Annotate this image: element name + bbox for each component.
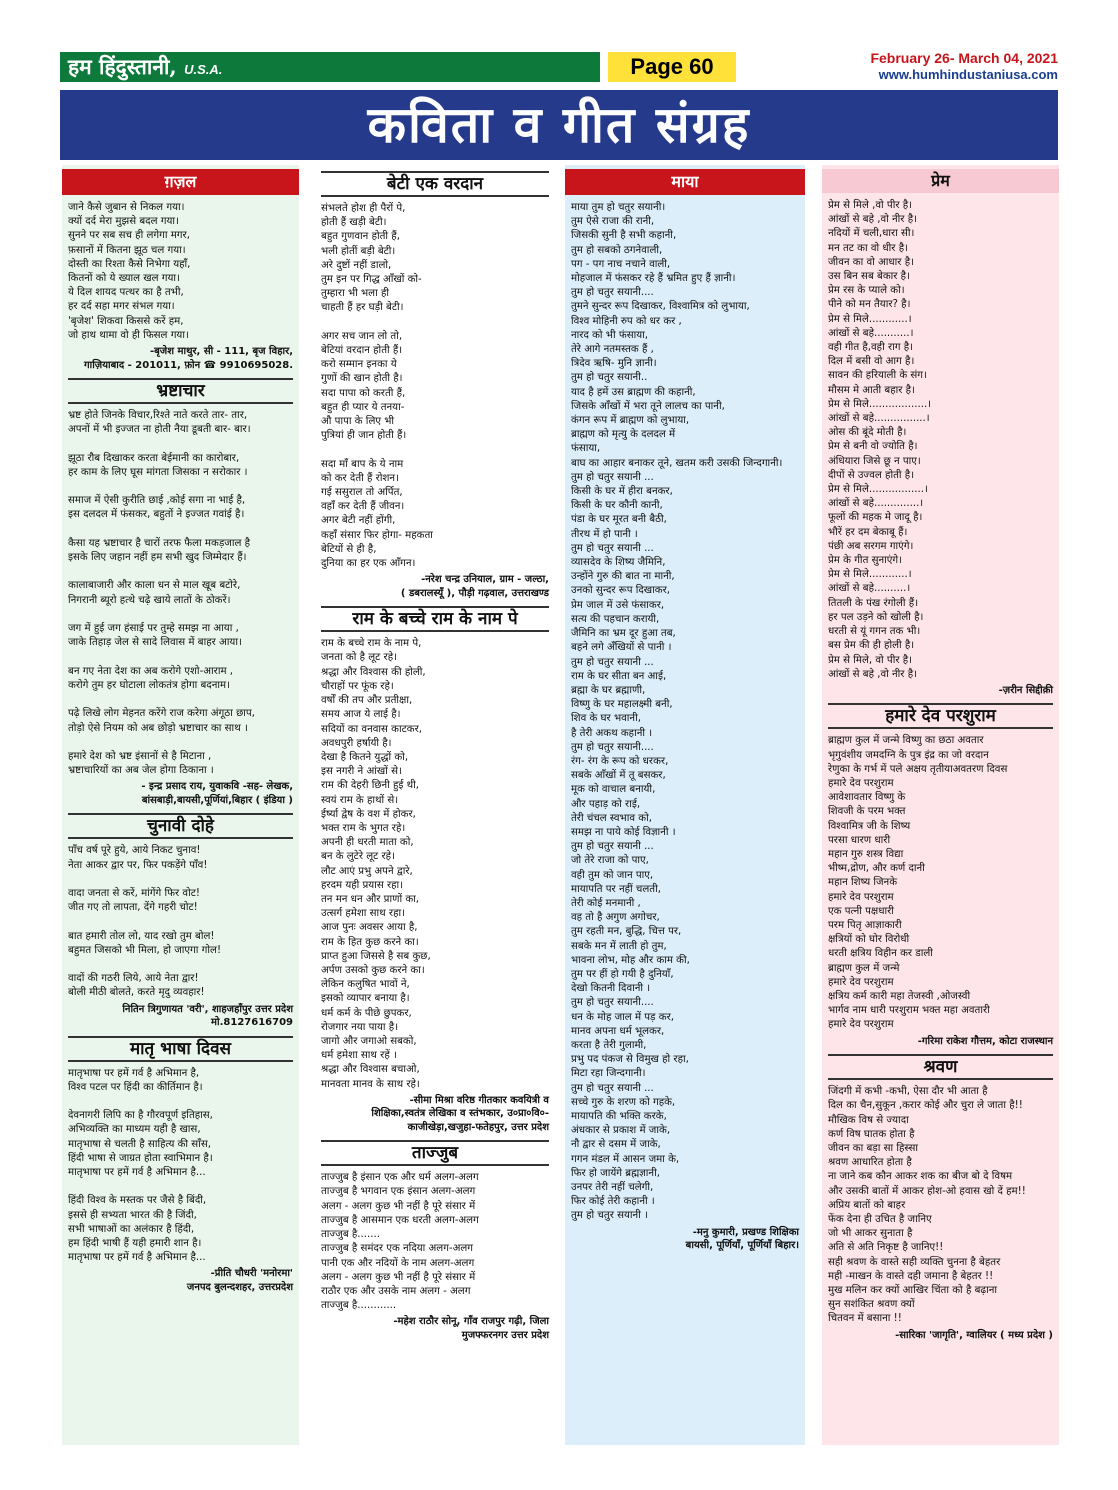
- poem-matru: मातृभाषा पर हमें गर्व है अभिमान है, विश्व पटल पर हिंदी का कीर्तिमान है। देवनागरी लिपि का है गौरवपूर्ण इतिहास, अभिव्यक्ति का माध्यम यही है खास, मातृभाषा से चलती है साहित्य की साँस, हिंदी भाषा से जाग्रत होता स्वाभिमान है। मातृभाषा पर हमें गर्व है अभिमान है... हिंदी विश्व के मस्तक पर जैसे है बिंदी, इससे ही सभ्यता भारत की है जिंदी, सभी भाषाओं का अलंकार है हिंदी, हम हिंदी भाषी हैं यही हमारी शान है। मातृभाषा पर हमें गर्व है अभिमान है...: [68, 1067, 213, 1264]
- section-title-beti: बेटी एक वरदान: [321, 171, 549, 197]
- section-banner: कविता व गीत संग्रह: [60, 90, 1058, 160]
- section-title-prem: प्रेम: [822, 169, 1059, 193]
- issue-info: [870, 50, 1058, 83]
- brand-name: हम हिंदुस्तानी,: [68, 54, 177, 79]
- poem-tajjub: ताज्जुब है इंसान एक और धर्म अलग-अलग ताज्जुब है भगवान एक इंसान अलग-अलग अलग - अलग कुछ भी नहीं है पूरे संसार में ताज्जुब है आसमान एक धरती अलग-अलग ताज्जुब है....... ताज्जुब है समंदर एक नदिया अलग-अलग पानी एक और नदियों के नाम अलग-अलग अलग - अलग कुछ भी नहीं है पूरे संसार में राठौर एक और उसके नाम अलग - अलग ताज्जुब है............: [321, 1172, 479, 1312]
- section-title-bhrashtachar: भ्रष्टाचार: [68, 378, 293, 404]
- poem-prem: प्रेम से मिले ,वो पीर है। आंखों से बहे ,वो नीर है। नदियों में चली,धारा सी। मन तट का वो धीर है। जीवन का वो आधार है। उस बिन सब बेकार है। प्रेम रस के प्याले को। पीने को मन तैयार? है। प्रेम से मिले............। आंखों से बहे...........। वही गीत है,वही राग है। दिल में बसी वो आग है। सावन की हरियाली के संग। मौसम मे आती बहार है। प्रेम से मिले..................। आंखों से बहे................। ओस की बूंदे मोती है। प्रेम से बनी वो ज्योति है। अंधियारा जिसे छू न पाए। दीपों से उज्वल होती है। प्रेम से मिले.................। आंखों से बहे..............। फूलों की महक मे जादू है। भौरें हर दम बेकाबू हैं। पंछी अब सरगम गाएंगे। प्रेम के गीत सुनाएंगे। प्रेम से मिले............। आंखों से बहे..........। तितली के पंख रंगोली हैं। हर पल उड़ने को खोली है। धरती से यूं गगन तक भी। बस प्रेम की ही होली है। प्रेम से मिले, वो पीर है। आंखों से बहे ,वो नीर है।: [828, 200, 932, 680]
- website-link[interactable]: www.humhindustaniusa.com: [878, 67, 1058, 82]
- page-header: [60, 52, 1058, 82]
- page-number: Page 60: [608, 52, 736, 82]
- poem-ghazal: जाने कैसे जुबान से निकल गया। क्यों दर्द मेरा मुझसे बदल गया। सुनने पर सब सच ही लगेगा मगर, फ़सानों में कितना झूठ चल गया। दोस्ती का रिश्ता कैसे निभेगा यहाँ, कितनों को ये ख्याल खल गया। ये दिल शायद पत्थर का है तभी, हर दर्द सहा मगर संभल गया। 'बृजेश' शिकवा किससे करें हम, जो हाथ थामा वो ही फिसल गया।: [68, 202, 191, 341]
- author-ram: -सीमा मिश्रा वरिष्ठ गीतकार कवयित्री व शिक्षिका,स्वतंत्र लेखिका व स्तंभकार, उ०प्रा०वि०- काजीखेड़ा,खजुहा-फतेहपुर, उत्तर प्रदेश: [371, 1094, 549, 1133]
- poem-ram: राम के बच्चे राम के नाम पे, जनता को है लूट रहे। श्रद्धा और विश्वास की होली, चौराहों पर फूंक रहे। वर्षों की तप और प्रतीक्षा, समय आज ये लाई है। सदियों का वनवास काटकर, अवधपुरी हर्षायी है। देखा है कितने युद्धों को, इस नगरी ने आंखों से। राम की देहरी छिनी हुई थी, स्वयं राम के हाथों से। ईर्ष्या द्वेष के वश में होकर, भक्त राम के भुगत रहे। अपनी ही धरती माता को, बन के लुटेरे लूट रहे। लौट आएं प्रभु अपने द्वारे, हरदम यही प्रयास रहा। तन मन धन और प्राणों का, उत्सर्ग हमेशा साथ रहा। आज पुनः अवसर आया है, राम के हित कुछ करने का। प्राप्त हुआ जिससे है सब कुछ, अर्पण उसको कुछ करने का। लेकिन कलुषित भावों ने, इसको व्यापार बनाया है। धर्म कर्म के पीछे छुपकर, रोजगार नया पाया है। जागो और जगाओ सबको, धर्म हमेशा साथ रहें । श्रद्धा और विश्वास बचाओ, मानवता मानव के साथ रहे।: [321, 638, 431, 1090]
- section-title-parshuram: हमारे देव परशुराम: [828, 703, 1053, 729]
- poem-bhrashtachar: भ्रष्ट होते जिनके विचार,रिश्ते नाते करते तार- तार, अपनों में भी इज्जत ना होती नैया डूबती बार- बार। झूठा रौब दिखाकर करता बेईमानी का कारोबार, हर काम के लिए घूस मांगता जिसका न सरोकार । समाज में ऐसी कुरीति छाई ,कोई सगा ना भाई है, इस दलदल में फंसकर, बहुतों ने इज्जत गवांई है। कैसा यह भ्रष्टाचार है चारों तरफ फैला मकड़जाल है इसके लिए जहान नहीं हम सभी खुद जिम्मेदार हैं। कालाबाजारी और काला धन से माल खूब बटोरे, निगरानी ब्यूरो हत्थे चढ़े खाये लातों के ठोकरें। जग में हुई जग हंसाई पर तुम्हे समझ ना आया , जाके तिहाड़ जेल से सादे लिवास में बाहर आया। बन गए नेता देश का अब करोगे एशो-आराम , करोगे तुम हर घोटाला लोकतंत्र होगा बदनाम। पढ़े लिखे लोग मेहनत करेंगे राज करेगा अंगूठा छाप, तोड़ो ऐसे नियम को अब छोड़ो भ्रष्टाचार का साथ । हमारे देश को भ्रष्ट इंसानों से है मिटाना , भ्रष्टाचारियों का अब जेल होगा ठिकाना ।: [68, 410, 255, 777]
- poem-dohe: पाँच वर्ष पूरे हुये, आये निकट चुनाव! नेता आकर द्वार पर, फिर पकड़ेंगे पाँव! वादा जनता से करें, मांगेंगे फिर वोट! जीत गए तो लापता, देंगे गहरी चोट! बात हमारी तोल लो, याद रखो तुम बोल! बहुमत जिसको भी मिला, हो जाएगा गोल! वादों की गठरी लिये, आये नेता द्वार! बोली मीठी बोलते, करते मृदु व्यवहार!: [68, 845, 222, 999]
- section-title-shravan: श्रवण: [828, 1054, 1053, 1080]
- column-4: [822, 165, 1059, 1445]
- section-title-maya: माया: [565, 169, 805, 195]
- column-3: [565, 165, 805, 1445]
- author-maya: -मनु कुमारी, प्रखण्ड शिक्षिका बायसी, पूर्णियाँ, पूर्णियाँ बिहार।: [685, 1226, 799, 1252]
- brand-sub: U.S.A.: [184, 62, 223, 77]
- section-title-matru: मातृ भाषा दिवस: [68, 1036, 293, 1062]
- author-tajjub: -महेश राठौर सोनू, गाँव राजपुर गढ़ी, जिला मुजफ्फरनगर उत्तर प्रदेश: [393, 1316, 549, 1341]
- section-title-tajjub: ताज्जुब: [321, 1140, 549, 1166]
- section-title-ghazal: ग़ज़ल: [62, 169, 299, 195]
- poem-shravan: जिंदगी में कभी -कभी, ऐसा दौर भी आता है दिल का चैन,सुकून ,करार कोई और चुरा ले जाता है!! मौखिक विष से ज्यादा कर्ण विष घातक होता है जीवन का बड़ा सा हिस्सा श्रवण आधारित होता है ना जाने कब कौन आकर शक का बीज बो दे विषम और उसकी बातों में आकर होश-ओ हवास खो दें हम!! अप्रिय बातों को बाहर फेंक देना ही उचित है जानिए जो भी आकर सुनाता है अति से अति निकृष्ट है जानिए!! सही श्रवण के वास्ते सही व्यक्ति चुनना है बेहतर मही -माखन के वास्ते दही जमाना है बेहतर !! मुख मलिन कर क्यों आखिर चिंता को है बढ़ाना सुन सशंकित श्रवण क्यों चितवन में बसाना !!: [828, 1086, 1026, 1325]
- author-ghazal: -बृजेश माथुर, सी - 111, बृज विहार, गाज़ियाबाद - 201011, फ़ोन ☎ 9910695028.: [83, 346, 293, 371]
- poem-parshuram: ब्राह्मण कुल में जन्मे विष्णु का छठा अवतार भृगुवंशीय जमदग्नि के पुत्र इंद्र का जो वरदान रेणुका के गर्भ में पले अक्षय तृतीयाअवतरण दिवस हमारे देव परशुराम आवेशावतार विष्णु के शिवजी के परम भक्त विश्वामित्र जी के शिष्य परसा धारण धारी महान गुरु शस्त्र विद्या भीष्म,द्रोण, और कर्ण दानी महान शिष्य जिनके हमारे देव परशुराम एक पत्नी पक्षधारी परम पितृ आज्ञाकारी क्षत्रियों को घोर विरोधी धरती क्षत्रिय विहीन कर डाली ब्राह्मण कुल में जन्मे हमारे देव परशुराम क्षत्रिय कर्म कारी महा तेजस्वी ,ओजस्वी भार्गव नाम धारी परशुराम भक्त महा अवतारी हमारे देव परशुराम: [828, 735, 1008, 1031]
- issue-date: February 26- March 04, 2021: [870, 50, 1058, 66]
- section-title-ram: राम के बच्चे राम के नाम पे: [321, 606, 549, 632]
- section-title-dohe: चुनावी दोहे: [68, 813, 293, 839]
- poem-maya: माया तुम हो चतुर सयानी। तुम ऐसे राजा की रानी, जिसकी सुनी है सभी कहानी, तुम हो सबको ठगनेवाली, पग - पग नाच नचाने वाली, मोहजाल में फंसकर रहे हैं भ्रमित हुए हैं ज्ञानी। तुम हो चतुर सयानी.... तुमने सुन्दर रूप दिखाकर, विश्वामित्र को लुभाया, विश्व मोहिनी रुप को धर कर , नारद को भी फंसाया, तेरे आगे नतमस्तक हैं , त्रिदेव ऋषि- मुनि ज्ञानी। तुम हो चतुर सयानी.. याद है हमें उस ब्राह्मण की कहानी, जिसके आँखों में भरा तूने लालच का पानी, कंगन रूप में ब्राह्मण को लुभाया, ब्राह्मण को मृत्यु के दलदल में फंसाया, बाघ का आहार बनाकर तूने, खतम करी उसकी जिन्दगानी। तुम हो चतुर सयानी ... किसी के घर में हीरा बनकर, किसी के घर कौनी कानी, पंडा के घर मूरत बनी बैठी, तीरथ में हो पानी । तुम हो चतुर सयानी ... व्यासदेव के शिष्य जैमिनि, उन्होंने गुरु की बात ना मानी, उनको सुन्दर रूप दिखाकर, प्रेम जाल में उसे फंसाकर, सत्य की पहचान करायी, जैमिनि का भ्रम दूर हुआ तब, बहने लगे अँखियों से पानी । तुम हो चतुर सयानी ... राम के घर सीता बन आई, ब्रह्मा के घर ब्रह्माणी, विष्णु के घर महालक्ष्मी बनी, शिव के घर भवानी, है तेरी अकथ कहानी । तुम हो चतुर सयानी.... रंग- रंग के रूप को धरकर, सबके आँखों में तू बसकर, मूक को वाचाल बनायी, और पहाड़ को राई, तेरी चंचल स्वभाव को, समझ ना पाये कोई विज्ञानी । तुम हो चतुर सयानी ... जो तेरे राजा को पाए, वही तुम को जान पाए, मायापति पर नहीं चलती, तेरी कोई मनमानी , वह तो है अगुण अगोचर, तुम रहती मन, बुद्धि, चित्त पर, सबके मन में लाती हो तुम, भावना लोभ, मोह और काम की, तुम पर हीं हो गयी है दुनियाँ, देखो कितनी दिवानी । तुम हो चतुर सयानी.... धन के मोह जाल में पड़ कर, मानव अपना धर्म भूलकर, करता है तेरी गुलामी, प्रभु पद पंकज से विमुख हो रहा, मिटा रहा जिन्दगानी। तुम हो चतुर सयानी ... सच्चे गुरु के शरण को गहके, मायापति की भक्ति करके, अंधकार से प्रकाश में जाके, नौ द्वार से दसम में जाके, गगन मंडल में आसन जमा के, फिर हो जायेंगे ब्रह्मज्ञानी, उनपर तेरी नहीं चलेगी, फिर कोई तेरी कहानी । तुम हो चतुर सयानी ।: [571, 202, 783, 1222]
- column-1: [62, 165, 299, 1445]
- author-dohe: नितिन त्रिगुणायत 'वरी', शाहजहाँपुर उत्तर प्रदेश मो.8127616709: [122, 1003, 293, 1029]
- author-bhrashtachar: - इन्द्र प्रसाद राय, युवाकवि -सह- लेखक, बांसबाड़ी,बायसी,पूर्णियां,बिहार ( इंडिया ): [141, 781, 293, 806]
- author-beti: -नरेश चन्द्र उनियाल, ग्राम - जल्ठा, ( डबरालस्यूँ ), पौड़ी गढ़वाल, उत्तराखण्ड: [400, 574, 549, 599]
- poem-beti: संभलते होश ही पैरों पे, होती हैं खड़ी बेटी। बहुत गुणवान होती हैं, भली होतीं बड़ी बेटी। अरे दुष्टों नहीं डालो, तुम इन पर गिद्ध आँखों को- तुम्हारा भी भला ही चाहती हैं हर घड़ी बेटी। अगर सच जान लो तो, बेटियां वरदान होती हैं। करो सम्मान इनका ये गुणों की खान होती है। सदा पापा को करती हैं, बहुत ही प्यार ये तनया- औ पापा के लिए भी पुत्रियां ही जान होती हैं। सदा माँ बाप के ये नाम को कर देती हैं रोशन। गई ससुराल तो अर्पित, वहाँ कर देती हैं जीवन। अगर बेटी नहीं होंगी, कहाँ संसार फिर होगा- महकता बेटियों से ही है, दुनिया का हर एक आँगन।: [321, 203, 433, 570]
- author-parshuram: -गरिमा राकेश गौत्तम, कोटा राजस्थान: [917, 1035, 1053, 1047]
- author-shravan: -सारिका 'जागृति', ग्वालियर ( मध्य प्रदेश ): [895, 1329, 1053, 1341]
- author-prem: -ज़रीन सिद्दीक़ी: [998, 684, 1053, 696]
- column-2: [315, 165, 555, 1445]
- masthead-brand: [60, 52, 600, 82]
- author-matru: -प्रीति चौधरी 'मनोरमा' जनपद बुलन्दशहर, उत्तरप्रदेश: [186, 1268, 293, 1293]
